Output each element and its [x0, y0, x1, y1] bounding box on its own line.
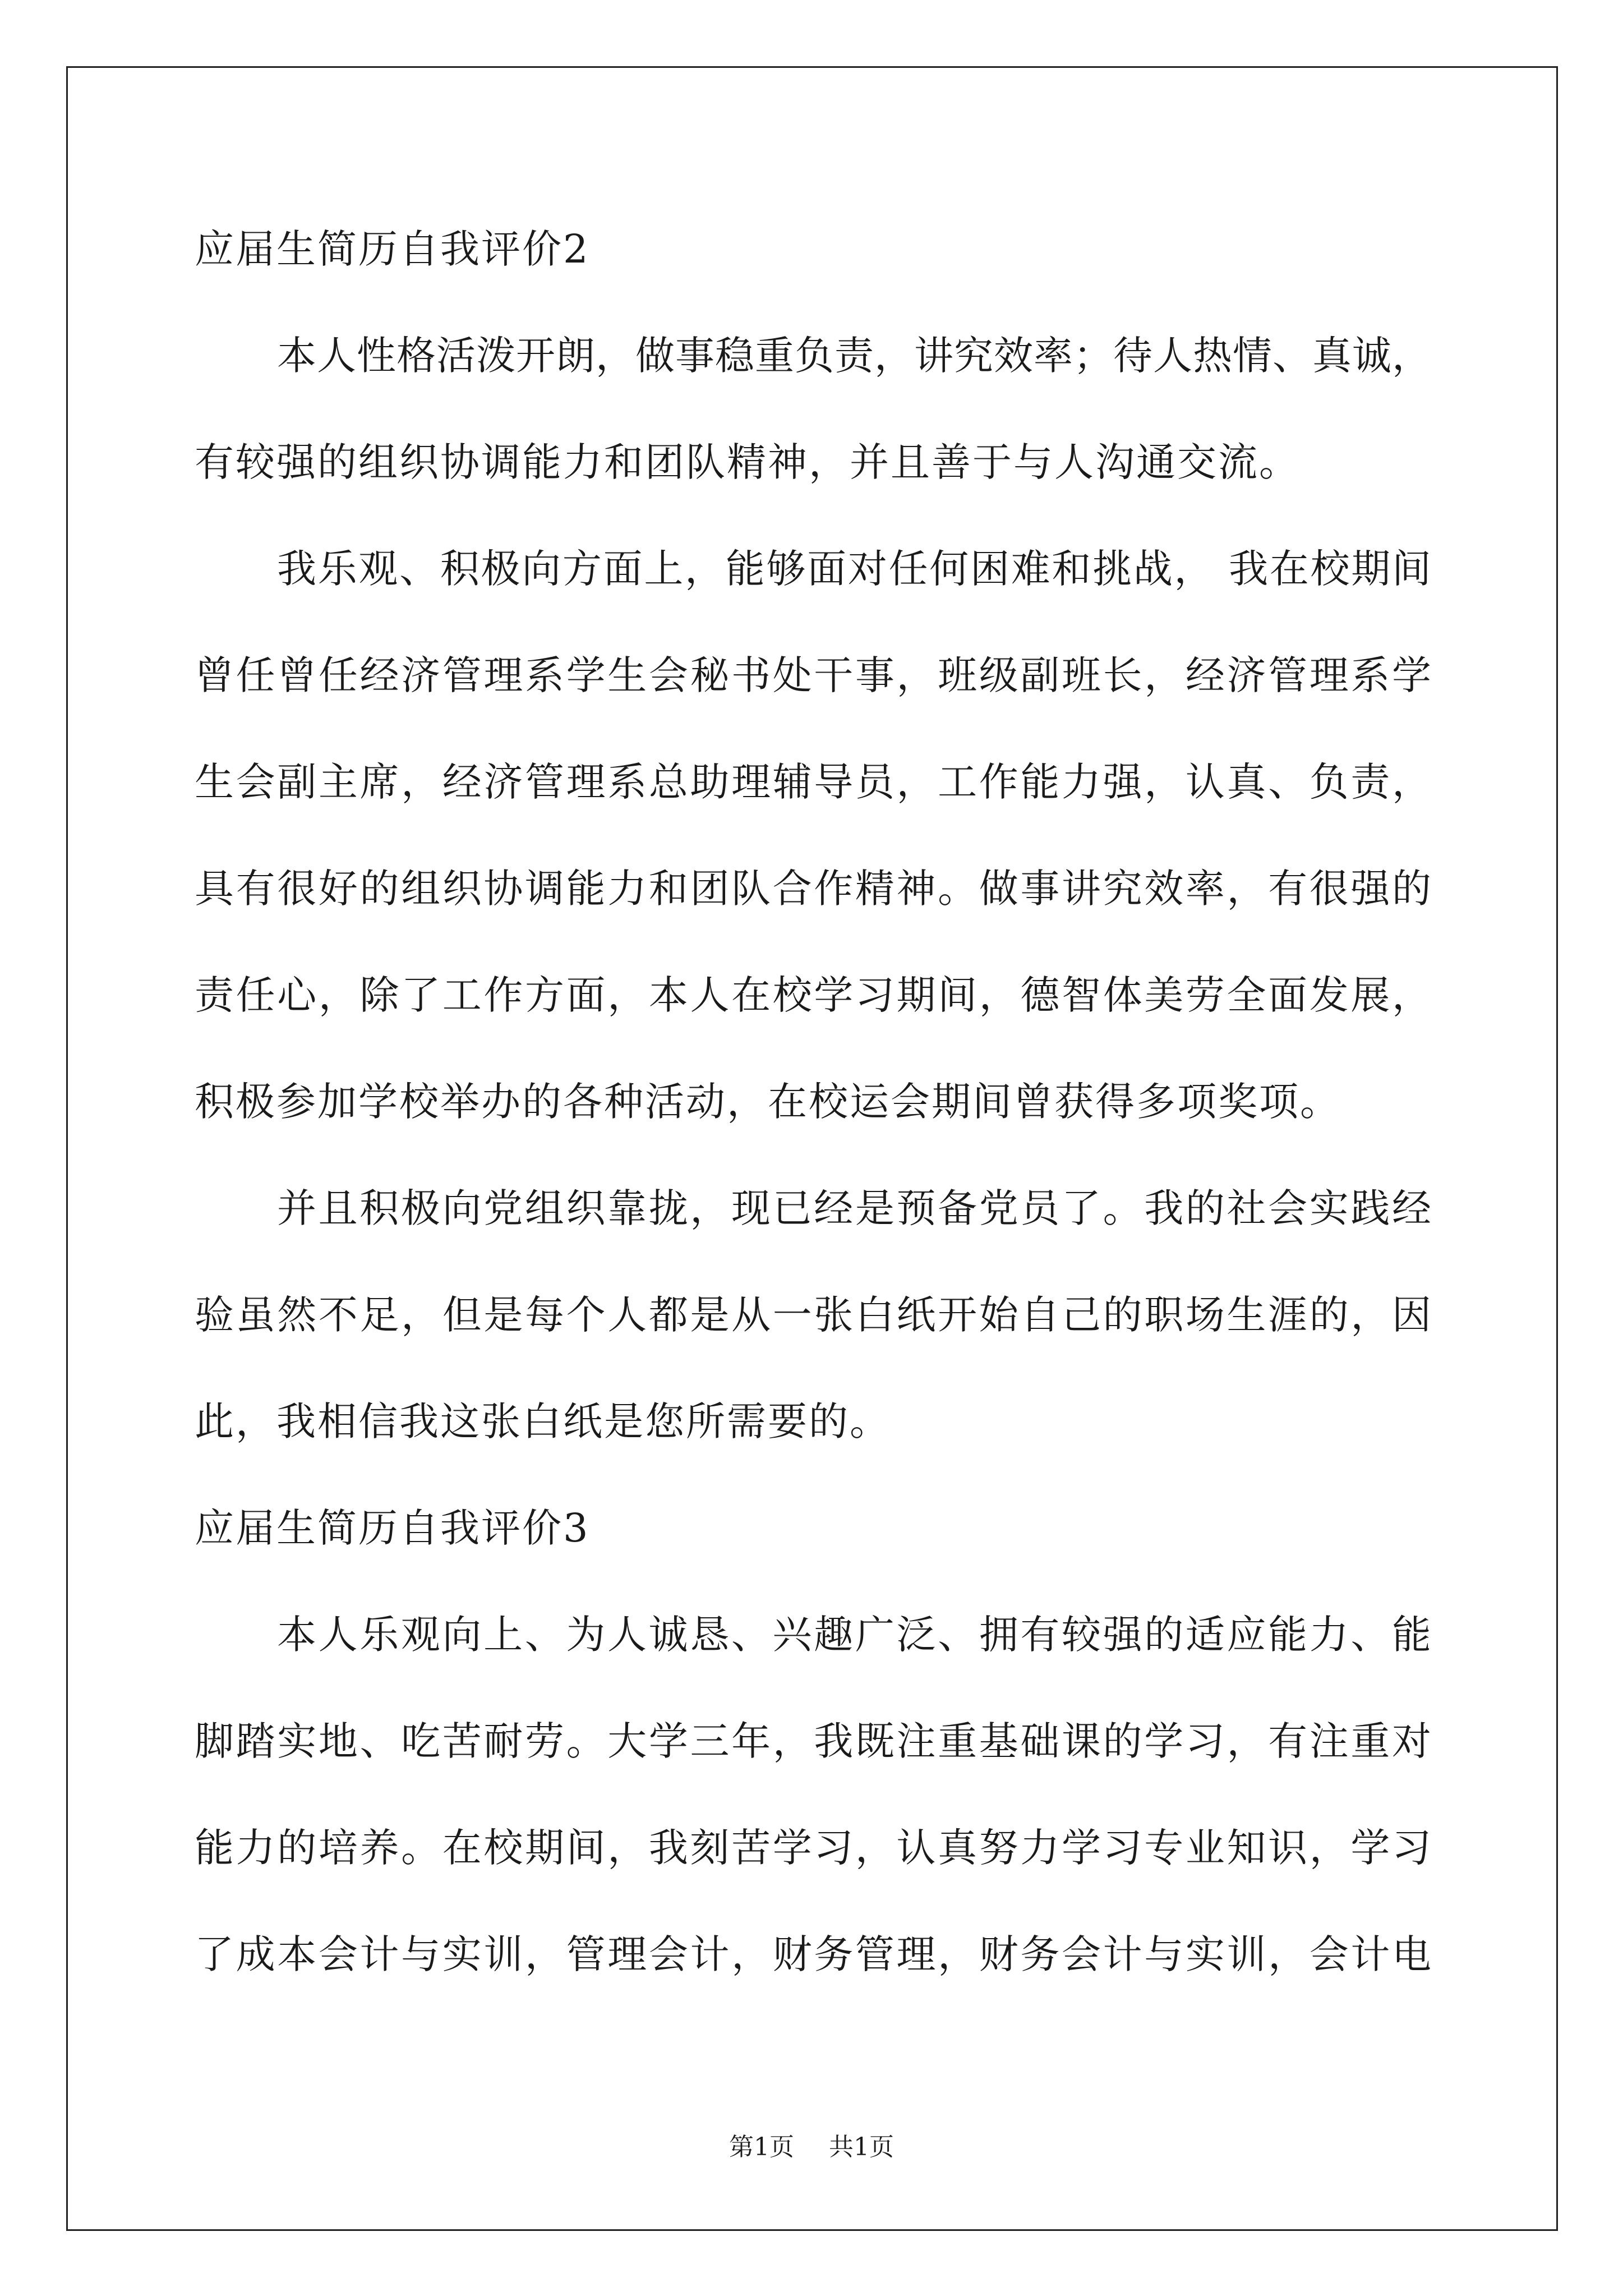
paragraph-line: 曾任曾任经济管理系学生会秘书处干事，班级副班长，经济管理系学 [195, 652, 1431, 698]
paragraph-line: 生会副主席，经济管理系总助理辅导员，工作能力强，认真、负责， [195, 759, 1431, 805]
paragraph-line: 验虽然不足，但是每个人都是从一张白纸开始自己的职场生涯的，因 [195, 1292, 1431, 1338]
paragraph-line: 脚踏实地、吃苦耐劳。大学三年，我既注重基础课的学习，有注重对 [195, 1718, 1431, 1764]
paragraph-line: 我乐观、积极向方面上，能够面对任何困难和挑战， 我在校期间 [277, 546, 1431, 592]
paragraph-line: 并且积极向党组织靠拢，现已经是预备党员了。我的社会实践经 [277, 1185, 1431, 1231]
paragraph-line: 具有很好的组织协调能力和团队合作精神。做事讲究效率，有很强的 [195, 866, 1431, 912]
page-border [66, 66, 1558, 2231]
paragraph-line: 了成本会计与实训，管理会计，财务管理，财务会计与实训，会计电 [195, 1931, 1431, 1977]
page-footer [0, 2131, 1623, 2164]
paragraph-line: 积极参加学校举办的各种活动，在校运会期间曾获得多项奖项。 [195, 1079, 1341, 1125]
paragraph-line: 此，我相信我这张白纸是您所需要的。 [195, 1398, 891, 1444]
section-heading: 应届生简历自我评价2 [195, 226, 590, 272]
total-pages: 共1页 [829, 2133, 894, 2161]
paragraph-line: 能力的培养。在校期间，我刻苦学习，认真努力学习专业知识，学习 [195, 1825, 1431, 1871]
paragraph-line: 本人性格活泼开朗，做事稳重负责，讲究效率；待人热情、真诚， [277, 333, 1431, 379]
paragraph-line: 有较强的组织协调能力和团队精神，并且善于与人沟通交流。 [195, 439, 1300, 485]
paragraph-line: 责任心，除了工作方面，本人在校学习期间，德智体美劳全面发展， [195, 972, 1431, 1018]
paragraph-line: 本人乐观向上、为人诚恳、兴趣广泛、拥有较强的适应能力、能 [277, 1612, 1431, 1658]
section-heading: 应届生简历自我评价3 [195, 1505, 590, 1551]
page-number: 第1页 [729, 2133, 794, 2161]
